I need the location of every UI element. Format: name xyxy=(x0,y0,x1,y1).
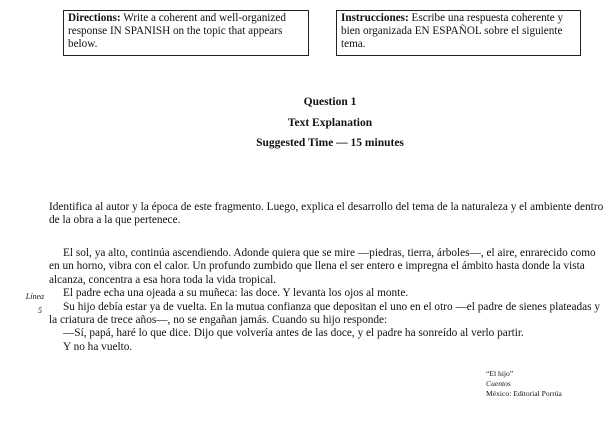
source-title: “El hijo” xyxy=(486,369,514,378)
passage-paragraph: Y no ha vuelto. xyxy=(63,340,133,353)
question-title: Question 1 xyxy=(303,96,357,108)
prompt-text: Identifica al autor y la época de este fragmento. Luego, explica el desarrollo del tema de la naturaleza y el ambiente dentro de la obra a la que pertenece. xyxy=(49,201,604,227)
question-type: Text Explanation xyxy=(287,117,373,129)
directions-spanish-box xyxy=(336,10,581,56)
passage-paragraph: El sol, ya alto, continúa ascendiendo. Adonde quiera que se mire —piedras, tierra, árboles—, el aire, enrarecido como en un horno, vibra con el calor. Un profundo zumbido que llena el ser entero e impregna el ámbito hasta donde la vista alcanza, concentra a esa hora toda la vida tropical. xyxy=(49,247,596,286)
directions-english-box xyxy=(63,10,309,56)
directions-english-label: Directions: xyxy=(68,12,121,24)
suggested-time: Suggested Time — 15 minutes xyxy=(256,137,404,149)
directions-spanish-text: Escribe una respuesta coherente y bien organizada EN ESPAÑOL sobre el siguiente tema. xyxy=(341,12,564,51)
passage-paragraph: El padre echa una ojeada a su muñeca: las doce. Y levanta los ojos al monte. xyxy=(63,287,409,300)
line-label: Línea xyxy=(25,292,44,301)
directions-spanish-label: Instrucciones: xyxy=(341,12,409,24)
directions-english-text: Write a coherent and well-organized response IN SPANISH on the topic that appears below. xyxy=(68,12,286,51)
line-number: 5 xyxy=(38,306,42,315)
literary-passage xyxy=(49,247,605,354)
source-publisher: México: Editorial Porrúa xyxy=(486,389,562,398)
passage-paragraph: Su hijo debía estar ya de vuelta. En la mutua confianza que depositan el uno en el otro —el padre de sienes plateadas y la criatura de trece años—, no se engañan jamás. Cuando su hijo responde: xyxy=(49,300,601,327)
passage-paragraph: —Sí, papá, haré lo que dice. Dijo que volvería antes de las doce, y el padre ha sonreído al verlo partir. xyxy=(63,327,524,340)
source-book: Cuentos xyxy=(486,379,511,388)
